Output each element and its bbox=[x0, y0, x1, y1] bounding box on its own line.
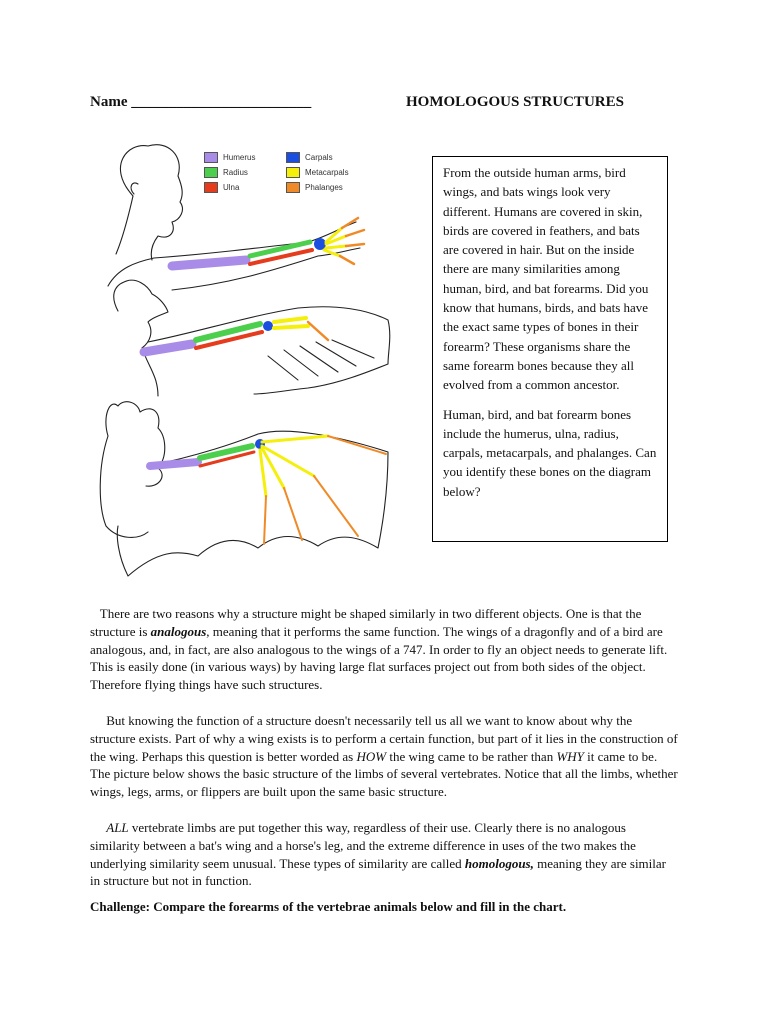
bird-humerus bbox=[144, 344, 192, 352]
bird-radius bbox=[196, 324, 260, 340]
forearm-diagram bbox=[88, 136, 418, 596]
legend-swatch bbox=[286, 167, 300, 178]
text-run: it came to be. The picture below shows the basic structure of the limbs of several vertebrates. Notice that all the limbs, whether wings, legs, arms, or flippers are built upon the same basic structure. bbox=[90, 748, 678, 800]
paragraph-analogous bbox=[90, 605, 678, 694]
bird-feather-lines bbox=[268, 340, 374, 380]
text-run: meaning they are similar in structure but not in function. bbox=[90, 855, 666, 889]
text-run: vertebrate limbs are put together this way, regardless of their use. Clearly there is no analogous similarity between a bat's wing and a horse's leg, and the extreme difference in uses of the two makes the underlying similarity seem unusual. These types of similarity are called bbox=[90, 819, 636, 871]
human-phalanges bbox=[340, 218, 364, 264]
name-field-label: Name ________________________ bbox=[90, 94, 312, 110]
bat-humerus bbox=[150, 462, 198, 466]
human-carpals bbox=[314, 238, 326, 250]
bird-head-outline bbox=[114, 280, 168, 348]
paragraph-function bbox=[90, 712, 678, 801]
legend-label: Metacarpals bbox=[305, 168, 349, 177]
legend-item bbox=[286, 152, 333, 163]
info-box bbox=[432, 156, 668, 542]
legend-item bbox=[204, 182, 239, 193]
human-neck-line bbox=[116, 196, 133, 254]
bird-phalanges bbox=[308, 322, 328, 340]
bird-wing-outline bbox=[148, 307, 390, 394]
challenge-instruction: Challenge: Compare the forearms of the vertebrae animals below and fill in the chart. bbox=[90, 899, 567, 915]
paragraph-homologous bbox=[90, 819, 678, 890]
bat-head-outline bbox=[106, 402, 165, 486]
legend-swatch bbox=[204, 167, 218, 178]
bat-metacarpals bbox=[260, 436, 328, 496]
worksheet-body bbox=[90, 605, 678, 934]
text-run: There are two reasons why a structure might be shaped similarly in two different objects. One is that the structure is bbox=[90, 606, 642, 639]
legend-label: Carpals bbox=[305, 153, 333, 162]
legend-label: Ulna bbox=[223, 183, 240, 192]
human-ear bbox=[131, 183, 138, 194]
legend-item bbox=[204, 152, 255, 163]
human-humerus bbox=[172, 260, 246, 266]
bat-body bbox=[100, 436, 148, 537]
text-run: But knowing the function of a structure doesn't necessarily tell us all we want to know about why the structure exists. Part of why a wing exists is to perform a certain function, but part of it lies in the construction of the wing. Perhaps this question is better worded as bbox=[90, 712, 678, 764]
legend-item bbox=[286, 167, 349, 178]
legend-item bbox=[204, 167, 248, 178]
bat-phalanges bbox=[264, 436, 386, 544]
bird-carpals bbox=[263, 321, 273, 331]
info-paragraph-2: Human, bird, and bat forearm bones include the humerus, ulna, radius, carpals, metacarpals, and phalanges. Can you identify these bones on the diagram below? bbox=[443, 406, 657, 499]
human-head-outline bbox=[120, 145, 182, 260]
legend-swatch bbox=[286, 152, 300, 163]
legend-swatch bbox=[204, 182, 218, 193]
term-analogous: analogous bbox=[150, 623, 207, 639]
term-homologous: homologous, bbox=[464, 855, 534, 871]
page-title: HOMOLOGOUS STRUCTURES bbox=[406, 94, 624, 110]
emphasis-why: WHY bbox=[556, 748, 584, 764]
bat-radius bbox=[200, 446, 252, 458]
legend-item bbox=[286, 182, 343, 193]
legend-swatch bbox=[204, 152, 218, 163]
legend-label: Humerus bbox=[223, 153, 256, 162]
bird-metacarpals bbox=[274, 318, 308, 328]
emphasis-how: HOW bbox=[356, 748, 387, 764]
legend-label: Radius bbox=[223, 168, 248, 177]
human-shoulder bbox=[108, 258, 154, 286]
legend-swatch bbox=[286, 182, 300, 193]
legend-label: Phalanges bbox=[305, 183, 343, 192]
text-run: , meaning that it performs the same function. The wings of a dragonfly and of a bird are analogous, and, in fact, are also analogous to the wings of a 747. In order to fly an object needs to generate lift. This is easily done (in various ways) by having large flat surfaces project out from both sides of the object. Therefore flying things have such structures. bbox=[90, 623, 668, 693]
emphasis-all: ALL bbox=[106, 819, 129, 835]
text-run: the wing came to be rather than bbox=[386, 748, 557, 764]
info-paragraph-1: From the outside human arms, bird wings, and bats wings look very different. Humans are covered in skin, birds are covered in feathers, and bats are covered in hair. But on the inside there are many similarities among human, bird, and bat forearms. Did you know that humans, birds, and bats have the exact same types of bones in their forearm? These organisms share the same forearm bones because they all evolved from a common ancestor. bbox=[443, 165, 649, 393]
